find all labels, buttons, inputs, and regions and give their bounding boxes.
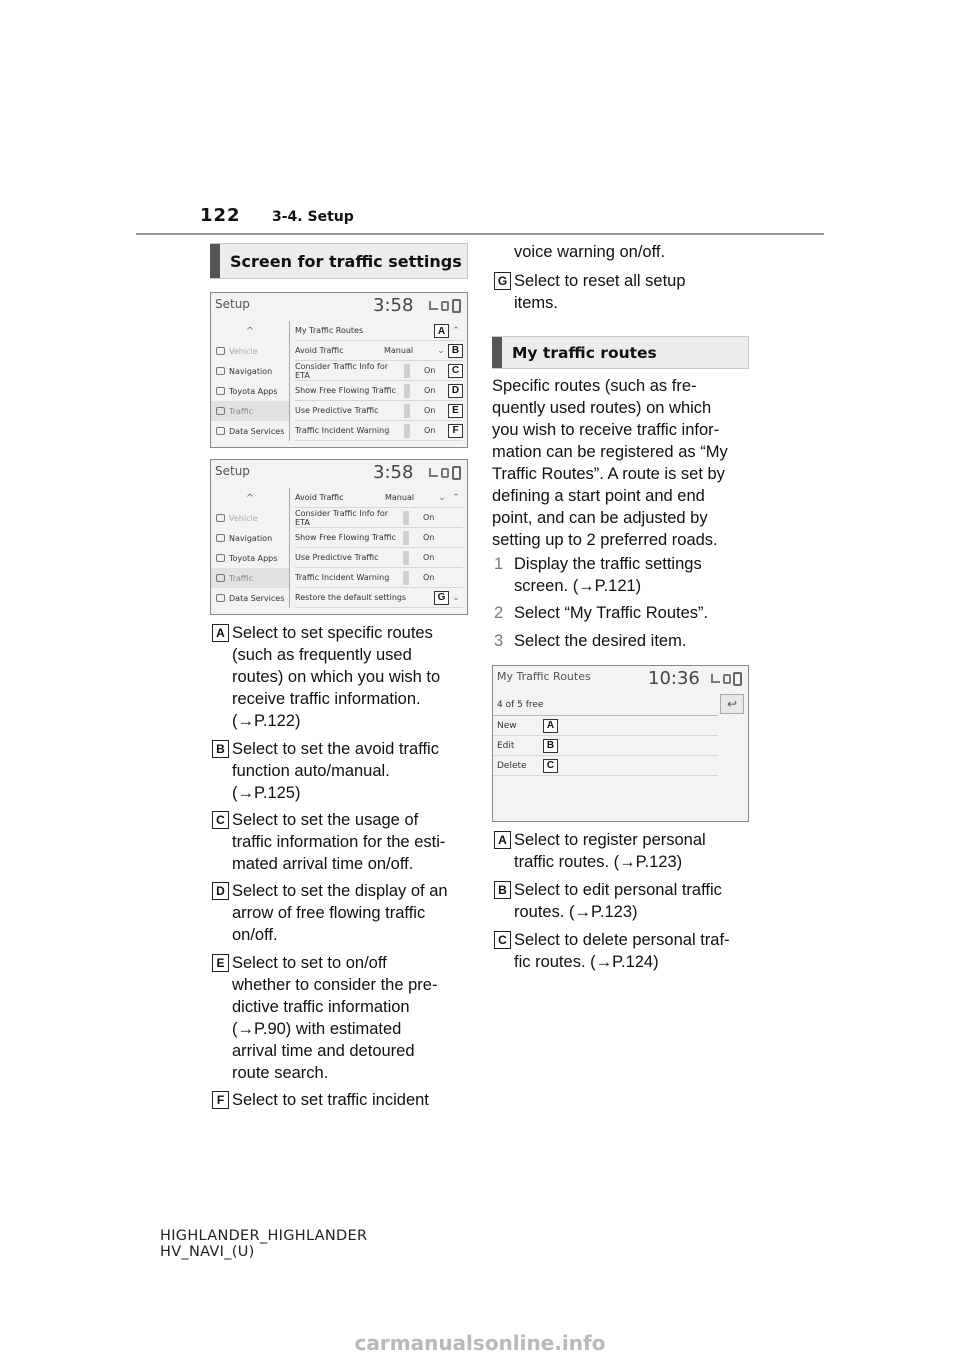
menu-item-vehicle[interactable]: Vehicle bbox=[211, 341, 289, 361]
scroll-up-button[interactable]: ^ bbox=[245, 492, 255, 504]
row-use-predictive[interactable]: Use Predictive Traffic On bbox=[295, 548, 463, 568]
callout-badge: C bbox=[212, 811, 229, 829]
page-reference: (→P.90) with estimated bbox=[232, 1020, 402, 1038]
toggle-indicator bbox=[403, 551, 409, 565]
row-show-free-flowing[interactable]: Show Free Flowing Traffic On bbox=[295, 528, 463, 548]
my-traffic-routes-intro: Specific routes (such as fre- quently used routes) on which you wish to receive traffic infor- mation can be registered as “My Traffic Routes”. A route is set by defining a start point and end point, and can be adjusted by setting up to 2 preferred roads. bbox=[492, 377, 728, 549]
row-consider-traffic-eta[interactable]: Consider Traffic Info for ETA On C bbox=[295, 361, 463, 381]
toggle-indicator bbox=[403, 531, 409, 545]
back-icon: ↩ bbox=[726, 697, 738, 711]
signal-icon bbox=[429, 301, 438, 310]
data-icon bbox=[216, 594, 225, 602]
watermark: carmanualsonline.info bbox=[354, 1331, 606, 1355]
step-number: 2 bbox=[494, 604, 504, 622]
screen-status-bar bbox=[493, 666, 748, 694]
screen-status-bar bbox=[211, 293, 467, 321]
callout-badge: A bbox=[434, 324, 449, 338]
callout-badge: B bbox=[212, 740, 229, 758]
toggle-indicator bbox=[404, 384, 410, 398]
heading-bar bbox=[210, 244, 220, 278]
step-number: 1 bbox=[494, 555, 504, 573]
menu-item-navigation[interactable]: Navigation bbox=[211, 361, 289, 381]
apps-icon bbox=[216, 387, 225, 395]
setup-menu bbox=[211, 321, 289, 441]
callout-badge: G bbox=[494, 272, 511, 290]
callout-badge: A bbox=[212, 624, 229, 642]
page-reference: screen. (→P.121) bbox=[514, 577, 642, 595]
page-reference: traffic routes. (→P.123) bbox=[514, 853, 683, 871]
menu-item-navigation[interactable]: Navigation bbox=[211, 528, 289, 548]
heading-bar bbox=[492, 337, 502, 368]
section-title-text: My traffic routes bbox=[512, 343, 657, 362]
row-my-traffic-routes[interactable]: My Traffic Routes A ⌃ bbox=[295, 321, 463, 341]
screen-title: Setup bbox=[215, 297, 250, 311]
menu-item-traffic[interactable]: Traffic bbox=[211, 401, 289, 421]
car-icon bbox=[216, 347, 225, 355]
row-avoid-traffic[interactable]: Avoid Traffic Manual ⌄ B bbox=[295, 341, 463, 361]
navigation-icon bbox=[216, 367, 225, 375]
traffic-icon bbox=[216, 574, 225, 582]
row-show-free-flowing[interactable]: Show Free Flowing Traffic On D bbox=[295, 381, 463, 401]
my-traffic-routes-screen bbox=[492, 665, 749, 822]
phone-icon bbox=[733, 672, 742, 686]
section-title-traffic-settings bbox=[210, 243, 468, 279]
row-edit-route[interactable]: Edit B bbox=[493, 736, 718, 756]
free-slots-label: 4 of 5 free bbox=[493, 694, 718, 716]
phone-icon bbox=[452, 299, 461, 313]
toggle-indicator bbox=[404, 424, 410, 438]
menu-item-vehicle[interactable]: Vehicle bbox=[211, 508, 289, 528]
callout-badge: B bbox=[543, 739, 558, 753]
section-title-text: Screen for traffic settings bbox=[230, 251, 462, 271]
section-title-my-traffic-routes bbox=[492, 336, 749, 369]
callout-badge: F bbox=[448, 424, 463, 438]
signal-icon bbox=[711, 674, 720, 683]
lock-icon bbox=[441, 468, 449, 478]
phone-icon bbox=[452, 466, 461, 480]
setup-menu bbox=[211, 488, 289, 608]
traffic-settings-list bbox=[289, 488, 467, 608]
callout-badge: C bbox=[448, 364, 463, 378]
toggle-indicator bbox=[404, 404, 410, 418]
traffic-settings-list bbox=[289, 321, 467, 441]
callout-badge: C bbox=[543, 759, 558, 773]
toggle-indicator bbox=[403, 511, 409, 525]
row-use-predictive[interactable]: Use Predictive Traffic On E bbox=[295, 401, 463, 421]
callout-badge: E bbox=[212, 954, 229, 972]
callout-badge: A bbox=[494, 831, 511, 849]
car-icon bbox=[216, 514, 225, 522]
apps-icon bbox=[216, 554, 225, 562]
traffic-settings-screen-1 bbox=[210, 292, 468, 448]
screen-title: Setup bbox=[215, 464, 250, 478]
callout-badge: C bbox=[494, 931, 511, 949]
scroll-up-icon: ⌃ bbox=[452, 325, 460, 336]
row-consider-traffic-eta[interactable]: Consider Traffic Info for ETA On bbox=[295, 508, 463, 528]
scroll-up-button[interactable]: ^ bbox=[245, 325, 255, 337]
page-reference: (→P.125) bbox=[232, 784, 301, 802]
scroll-up-icon: ⌃ bbox=[452, 492, 460, 503]
page-number: 122 bbox=[200, 205, 241, 226]
traffic-settings-screen-2 bbox=[210, 459, 468, 615]
header-divider bbox=[136, 233, 824, 235]
callout-badge: B bbox=[494, 881, 511, 899]
routes-action-list bbox=[493, 716, 718, 776]
screen-clock: 10:36 bbox=[648, 668, 700, 689]
row-incident-warning[interactable]: Traffic Incident Warning On bbox=[295, 568, 463, 588]
data-icon bbox=[216, 427, 225, 435]
traffic-icon bbox=[216, 407, 225, 415]
chevron-down-icon: ⌄ bbox=[437, 345, 445, 356]
screen-title: My Traffic Routes bbox=[497, 670, 591, 683]
callout-badge: D bbox=[448, 384, 463, 398]
menu-item-toyota-apps[interactable]: Toyota Apps bbox=[211, 548, 289, 568]
page-reference: routes. (→P.123) bbox=[514, 903, 638, 921]
navigation-icon bbox=[216, 534, 225, 542]
callout-badge: E bbox=[448, 404, 463, 418]
callout-badge: G bbox=[434, 591, 449, 605]
row-new-route[interactable]: New A bbox=[493, 716, 718, 736]
callout-badge: F bbox=[212, 1091, 229, 1109]
lock-icon bbox=[441, 301, 449, 311]
menu-item-traffic[interactable]: Traffic bbox=[211, 568, 289, 588]
lock-icon bbox=[723, 674, 731, 684]
page-reference: (→P.122) bbox=[232, 712, 301, 730]
screen-clock: 3:58 bbox=[373, 462, 414, 483]
screen-status-bar bbox=[211, 460, 467, 488]
menu-item-data-services[interactable]: Data Services bbox=[211, 421, 289, 441]
page-reference: fic routes. (→P.124) bbox=[514, 953, 659, 971]
callout-badge: B bbox=[448, 344, 463, 358]
row-avoid-traffic[interactable]: Avoid Traffic Manual ⌄ ⌃ bbox=[295, 488, 463, 508]
step-number: 3 bbox=[494, 632, 504, 650]
row-incident-warning[interactable]: Traffic Incident Warning On F bbox=[295, 421, 463, 441]
signal-icon bbox=[429, 468, 438, 477]
screen-clock: 3:58 bbox=[373, 295, 414, 316]
back-button[interactable] bbox=[720, 694, 744, 714]
menu-item-toyota-apps[interactable]: Toyota Apps bbox=[211, 381, 289, 401]
toggle-indicator bbox=[403, 571, 409, 585]
callout-badge: D bbox=[212, 882, 229, 900]
section-heading: 3-4. Setup bbox=[272, 209, 354, 225]
scroll-down-icon: ⌄ bbox=[452, 592, 460, 603]
row-restore-defaults[interactable]: Restore the default settings G ⌄ bbox=[295, 588, 463, 608]
toggle-indicator bbox=[404, 364, 410, 378]
document-footer: HIGHLANDER_HIGHLANDER HV_NAVI_(U) bbox=[160, 1228, 368, 1260]
row-delete-route[interactable]: Delete C bbox=[493, 756, 718, 776]
callout-badge: A bbox=[543, 719, 558, 733]
chevron-down-icon: ⌄ bbox=[438, 492, 446, 503]
menu-item-data-services[interactable]: Data Services bbox=[211, 588, 289, 608]
